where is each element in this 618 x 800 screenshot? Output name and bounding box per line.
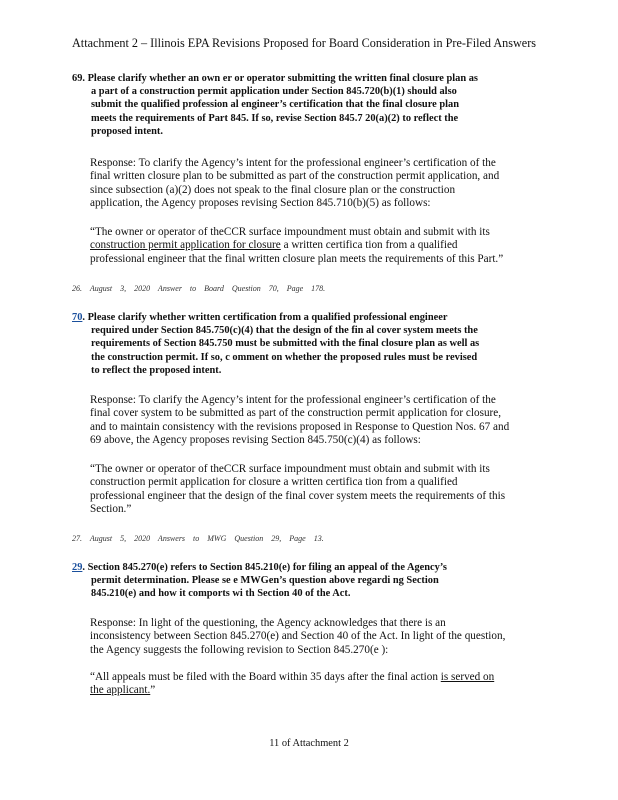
quote-text: ” — [150, 684, 156, 697]
quote-line — [90, 239, 548, 252]
question-number-link[interactable]: 70 — [72, 312, 83, 323]
question-line: permit determination. Please se e MWGen’s question above regardi ng Section — [91, 575, 439, 587]
quote-line: Section.” — [90, 503, 132, 516]
question-line: 845.210(e) and how it comports wi th Section 40 of the Act. — [91, 588, 351, 600]
question-text: . Please clarify whether written certification from a qualified professional engineer — [82, 312, 448, 323]
quote-line: professional engineer that the design of the final cover system meets the requirements of this — [90, 489, 506, 502]
question-line: 69. Please clarify whether an own er or operator submitting the written final closure plan as — [72, 73, 478, 84]
quote-29 — [90, 671, 548, 698]
question-line: a part of a construction permit application under Section 845.720(b)(1) should also — [91, 86, 457, 98]
response-70 — [90, 394, 548, 448]
question-line: required under Section 845.750(c)(4) that the design of the fin al cover system meets the — [91, 325, 478, 337]
quote-70 — [90, 463, 548, 517]
response-line: 69 above, the Agency proposes revising Section 845.750(c)(4) as follows: — [90, 434, 421, 447]
response-line: and to maintain consistency with the revisions proposed in Response to Question Nos. 67 and — [90, 420, 510, 433]
question-line — [72, 561, 542, 574]
question-line: requirements of Section 845.750 must be submitted with the final closure plan as well as — [91, 338, 480, 350]
quote-text: “All appeals must be filed with the Board within 35 days after the final action — [90, 671, 441, 683]
source-citation: 27. August 5, 2020 Answers to MWG Question 29, Page 13. — [72, 534, 324, 543]
quote-line — [90, 671, 548, 684]
page-footer: 11 of Attachment 2 — [269, 738, 349, 749]
response-line: the Agency suggests the following revision to Section 845.270(e ): — [90, 643, 389, 656]
quote-text: a written certifica tion from a qualified — [280, 239, 458, 252]
question-text: . Section 845.270(e) refers to Section 845.210(e) for filing an appeal of the Agency’s — [82, 562, 447, 573]
question-line: meets the requirements of Part 845. If so, revise Section 845.7 20(a)(2) to reflect the — [91, 112, 459, 124]
question-line — [72, 311, 542, 324]
response-line: Response: In light of the questioning, the Agency acknowledges that there is an — [90, 617, 446, 629]
response-69 — [90, 157, 548, 211]
response-line: final written closure plan to be submitted as part of the construction permit application, and — [90, 170, 500, 183]
underlined-insertion: construction permit application for closure — [90, 239, 281, 252]
question-line: proposed intent. — [91, 125, 163, 137]
response-line: application, the Agency proposes revising Section 845.710(b)(5) as follows: — [90, 197, 431, 210]
question-29 — [72, 561, 542, 601]
quote-69 — [90, 226, 548, 266]
response-line: Response: To clarify the Agency’s intent for the professional engineer’s certification of the — [90, 394, 496, 406]
source-citation: 26. August 3, 2020 Answer to Board Question 70, Page 178. — [72, 284, 326, 293]
question-line: the construction permit. If so, c omment on whether the proposed rules must be revised — [91, 351, 478, 363]
response-29 — [90, 617, 548, 657]
question-line: to reflect the proposed intent. — [91, 364, 222, 376]
quote-line — [90, 684, 548, 697]
response-line: final cover system to be submitted as part of the construction permit application for closure, — [90, 407, 502, 420]
question-70 — [72, 311, 542, 377]
response-line: Response: To clarify the Agency’s intent for the professional engineer’s certification of the — [90, 157, 496, 169]
underlined-insertion: the applicant. — [90, 684, 151, 697]
question-69 — [72, 72, 542, 138]
quote-line: “The owner or operator of theCCR surface impoundment must obtain and submit with its — [90, 226, 490, 238]
underlined-insertion: is served on — [440, 671, 495, 683]
quote-line: construction permit application for closure a written certifica tion from a qualified — [90, 476, 458, 489]
page-header: Attachment 2 – Illinois EPA Revisions Proposed for Board Consideration in Pre-Filed Answers — [72, 36, 536, 50]
quote-line: professional engineer that the final written closure plan meets the requirements of this Part.” — [90, 252, 504, 265]
question-number-link[interactable]: 29 — [72, 562, 83, 573]
response-line: since subsection (a)(2) does not speak to the final closure plan or the construction — [90, 183, 456, 196]
response-line: inconsistency between Section 845.270(e) and Section 40 of the Act. In light of the question, — [90, 630, 506, 643]
question-line: submit the qualified profession al engineer’s certification that the final closure plan — [91, 99, 459, 111]
quote-line: “The owner or operator of theCCR surface impoundment must obtain and submit with its — [90, 463, 490, 475]
